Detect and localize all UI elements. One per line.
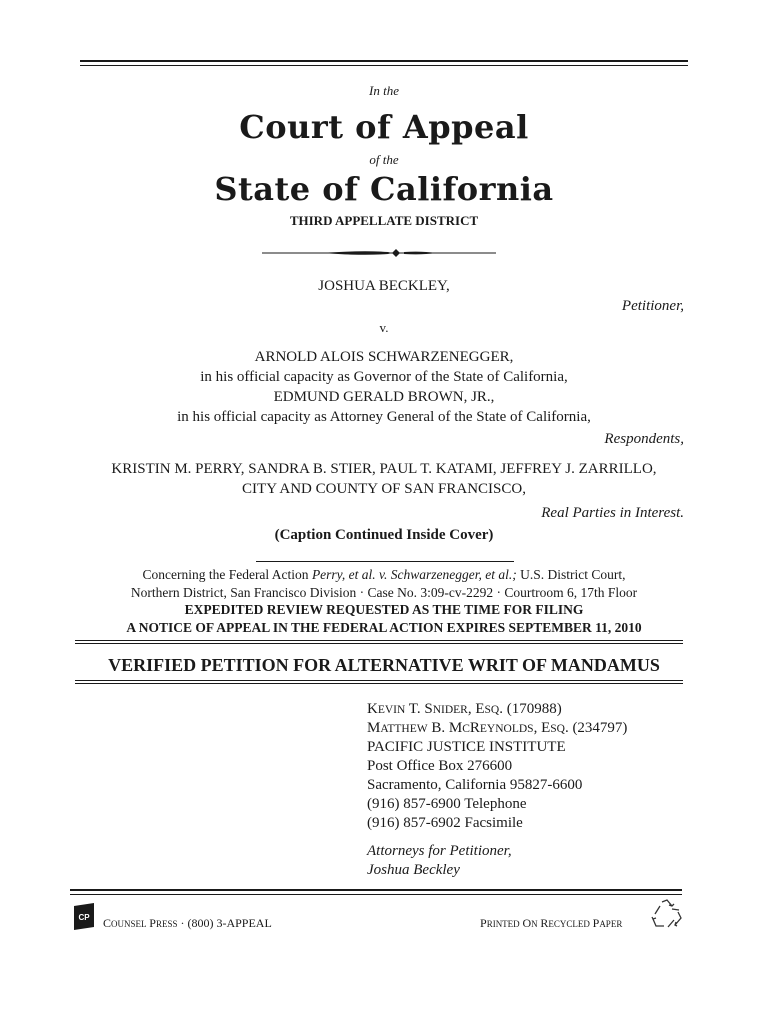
publisher-text: COUNSEL PRESS · (800) 3-APPEAL <box>103 916 272 930</box>
ornamental-divider <box>262 246 496 260</box>
recycled-text: PRINTED ON RECYCLED PAPER <box>480 916 623 930</box>
document-title: VERIFIED PETITION FOR ALTERNATIVE WRIT OF MANDAMUS <box>108 655 660 675</box>
petitioner-name: JOSHUA BECKLEY, <box>318 278 450 294</box>
respondent-2-name: EDMUND GERALD BROWN, JR., <box>273 389 495 405</box>
district-heading: THIRD APPELLATE DISTRICT <box>289 213 479 228</box>
attorney-po-box: Post Office Box 276600 <box>367 758 513 774</box>
versus-text: v. <box>379 320 389 335</box>
in-the-text: In the <box>369 83 399 98</box>
top-double-rule <box>80 60 688 66</box>
expedited-line-1: EXPEDITED REVIEW REQUESTED AS THE TIME FOR FILING <box>184 602 584 617</box>
attorneys-for: Attorneys for Petitioner, <box>367 843 512 859</box>
real-parties-line-2: CITY AND COUNTY OF SAN FRANCISCO, <box>242 481 526 497</box>
court-name-heading: Court of Appeal <box>239 108 529 146</box>
attorney-client: Joshua Beckley <box>367 862 460 878</box>
real-parties-role: Real Parties in Interest. <box>541 505 684 521</box>
logo-text: CP <box>78 913 90 922</box>
caption-continued: (Caption Continued Inside Cover) <box>274 527 494 543</box>
attorney-city: Sacramento, California 95827-6600 <box>367 777 583 793</box>
state-name-heading: State of California <box>214 170 554 208</box>
real-parties-line-1: KRISTIN M. PERRY, SANDRA B. STIER, PAUL T. KATAMI, JEFFREY J. ZARRILLO, <box>111 461 657 477</box>
title-bottom-rule <box>75 680 683 684</box>
title-top-rule <box>75 640 683 644</box>
federal-action-line-1 <box>0 567 768 583</box>
attorney-facsimile: (916) 857-6902 Facsimile <box>367 815 523 831</box>
recycle-icon <box>650 898 684 930</box>
federal-case-name: Perry, et al. v. Schwarzenegger, et al.; <box>311 567 517 582</box>
petitioner-role: Petitioner, <box>621 298 684 314</box>
short-divider <box>256 561 514 562</box>
attorney-1-line: KEVIN T. SNIDER, ESQ. (170988) <box>367 701 562 717</box>
counsel-press-logo-icon <box>72 903 96 931</box>
attorney-2-line: MATTHEW B. MCREYNOLDS, ESQ. (234797) <box>367 720 628 736</box>
concerning-prefix: Concerning the Federal Action <box>142 567 309 582</box>
respondent-1-name: ARNOLD ALOIS SCHWARZENEGGER, <box>254 349 514 365</box>
of-the-text: of the <box>369 152 399 167</box>
expedited-line-2: A NOTICE OF APPEAL IN THE FEDERAL ACTION EXPIRES SEPTEMBER 11, 2010 <box>126 620 642 635</box>
federal-action-line-2: Northern District, San Francisco Division · Case No. 3:09-cv-2292 · Courtroom 6, 17th Floor <box>130 585 638 600</box>
respondents-role: Respondents, <box>604 431 684 447</box>
respondent-2-capacity: in his official capacity as Attorney General of the State of California, <box>177 409 591 425</box>
footer-top-rule <box>70 889 682 895</box>
concerning-suffix: U.S. District Court, <box>520 567 626 582</box>
respondent-1-capacity: in his official capacity as Governor of the State of California, <box>200 369 568 385</box>
attorney-telephone: (916) 857-6900 Telephone <box>367 796 527 812</box>
attorney-organization: PACIFIC JUSTICE INSTITUTE <box>367 739 566 755</box>
